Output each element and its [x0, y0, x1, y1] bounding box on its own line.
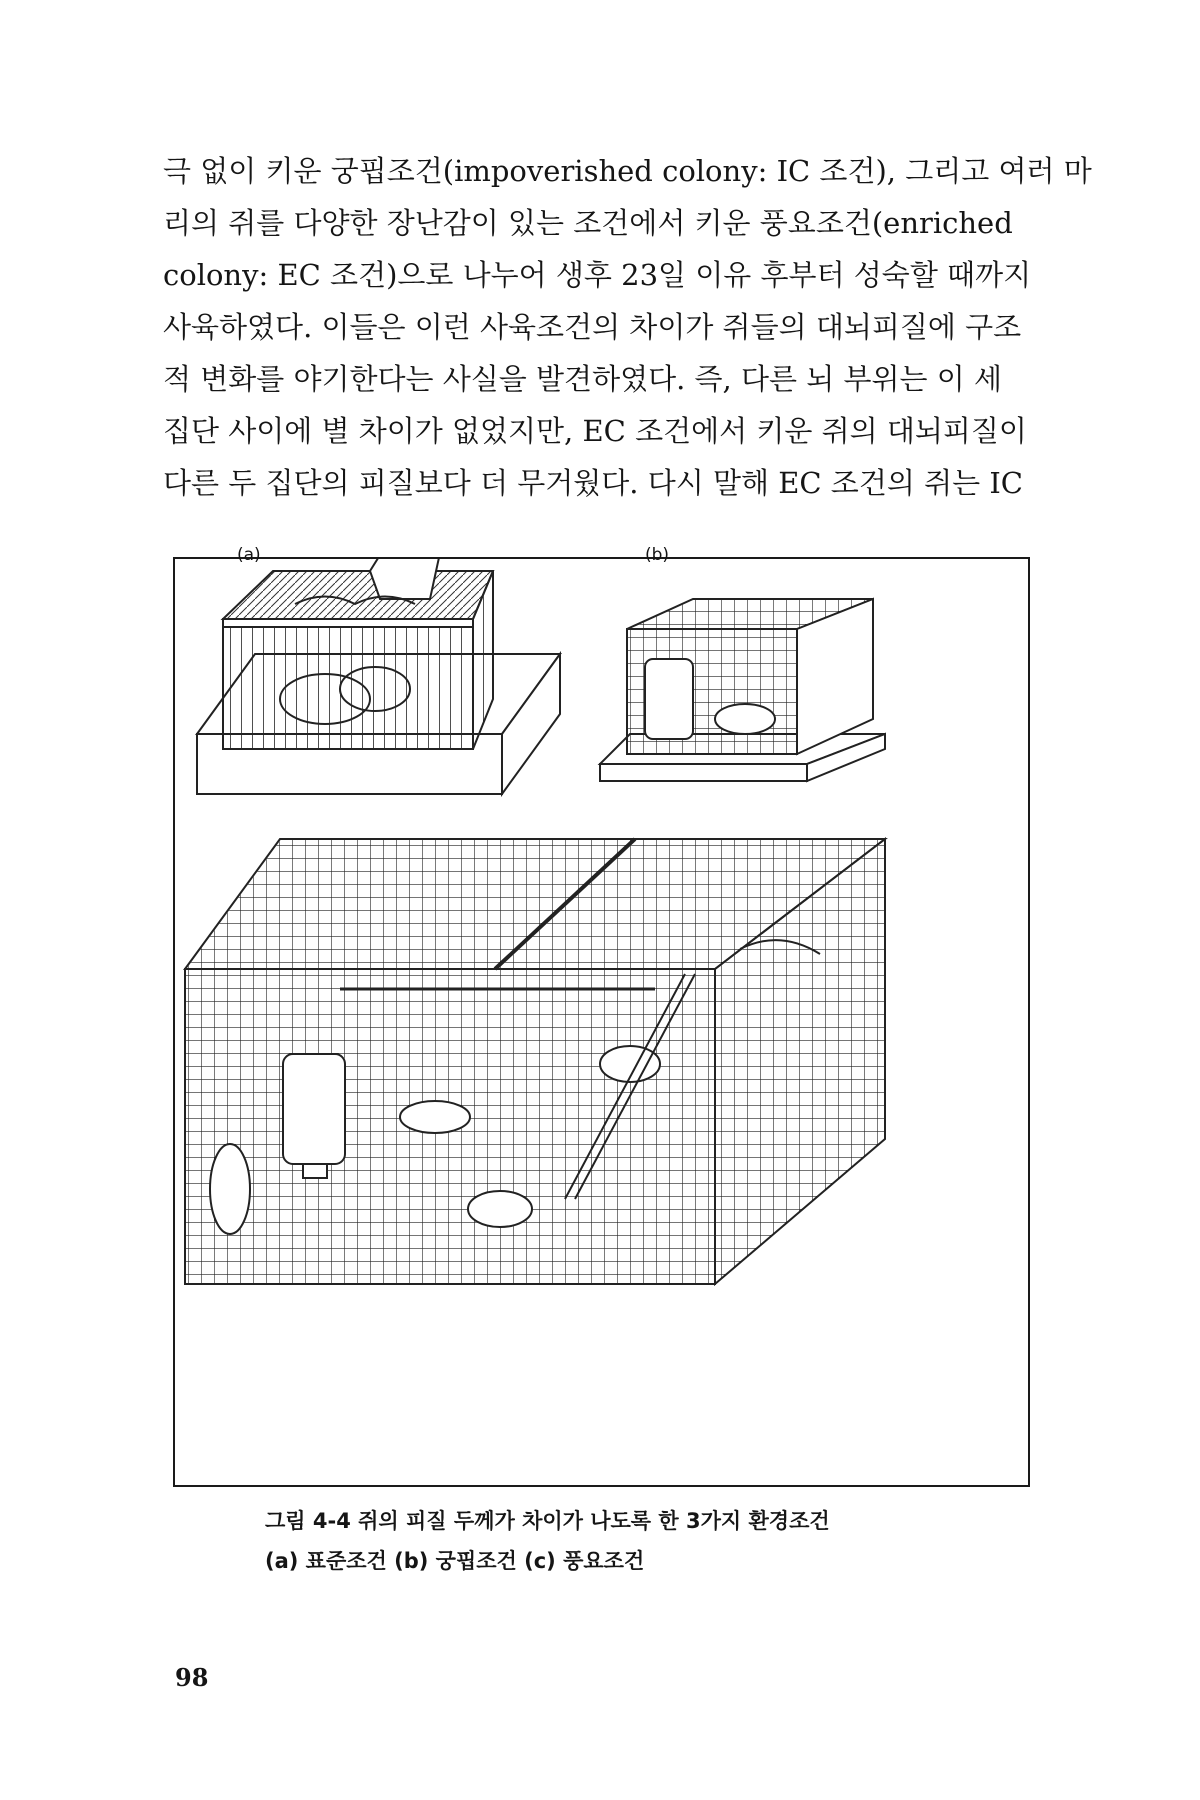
figure-caption-subtitle: (a) 표준조건 (b) 궁핍조건 (c) 풍요조건 [265, 1549, 645, 1573]
body-line: 극 없이 키운 궁핍조건(impoverished colony: IC 조건), 그리고 여러 마 [163, 154, 1092, 188]
figure-label-b: (b) [645, 545, 670, 565]
body-line: 적 변화를 야기한다는 사실을 발견하였다. 즉, 다른 뇌 부위는 이 세 [163, 362, 1002, 396]
standard-cage [197, 559, 560, 794]
figure-frame [173, 545, 1030, 1487]
body-line: 집단 사이에 별 차이가 없었지만, EC 조건에서 키운 쥐의 대뇌피질이 [163, 414, 1027, 448]
cage-illustration [175, 559, 1028, 1485]
body-line: 사육하였다. 이들은 이런 사육조건의 차이가 쥐들의 대뇌피질에 구조 [163, 310, 1022, 344]
enriched-cage [185, 839, 885, 1284]
body-line: colony: EC 조건)으로 나누어 생후 23일 이유 후부터 성숙할 때까지 [163, 258, 1032, 292]
body-line: 다른 두 집단의 피질보다 더 무거웠다. 다시 말해 EC 조건의 쥐는 IC [163, 466, 1023, 500]
figure-caption: 그림 4-4 쥐의 피질 두께가 차이가 나도록 한 3가지 환경조건 [265, 1509, 830, 1533]
body-line: 리의 쥐를 다양한 장난감이 있는 조건에서 키운 풍요조건(enriched [163, 206, 1013, 240]
impoverished-cage [600, 599, 885, 781]
figure-label-a: (a) [237, 545, 261, 565]
page-number: 98 [175, 1663, 209, 1692]
body-text [163, 145, 1092, 509]
